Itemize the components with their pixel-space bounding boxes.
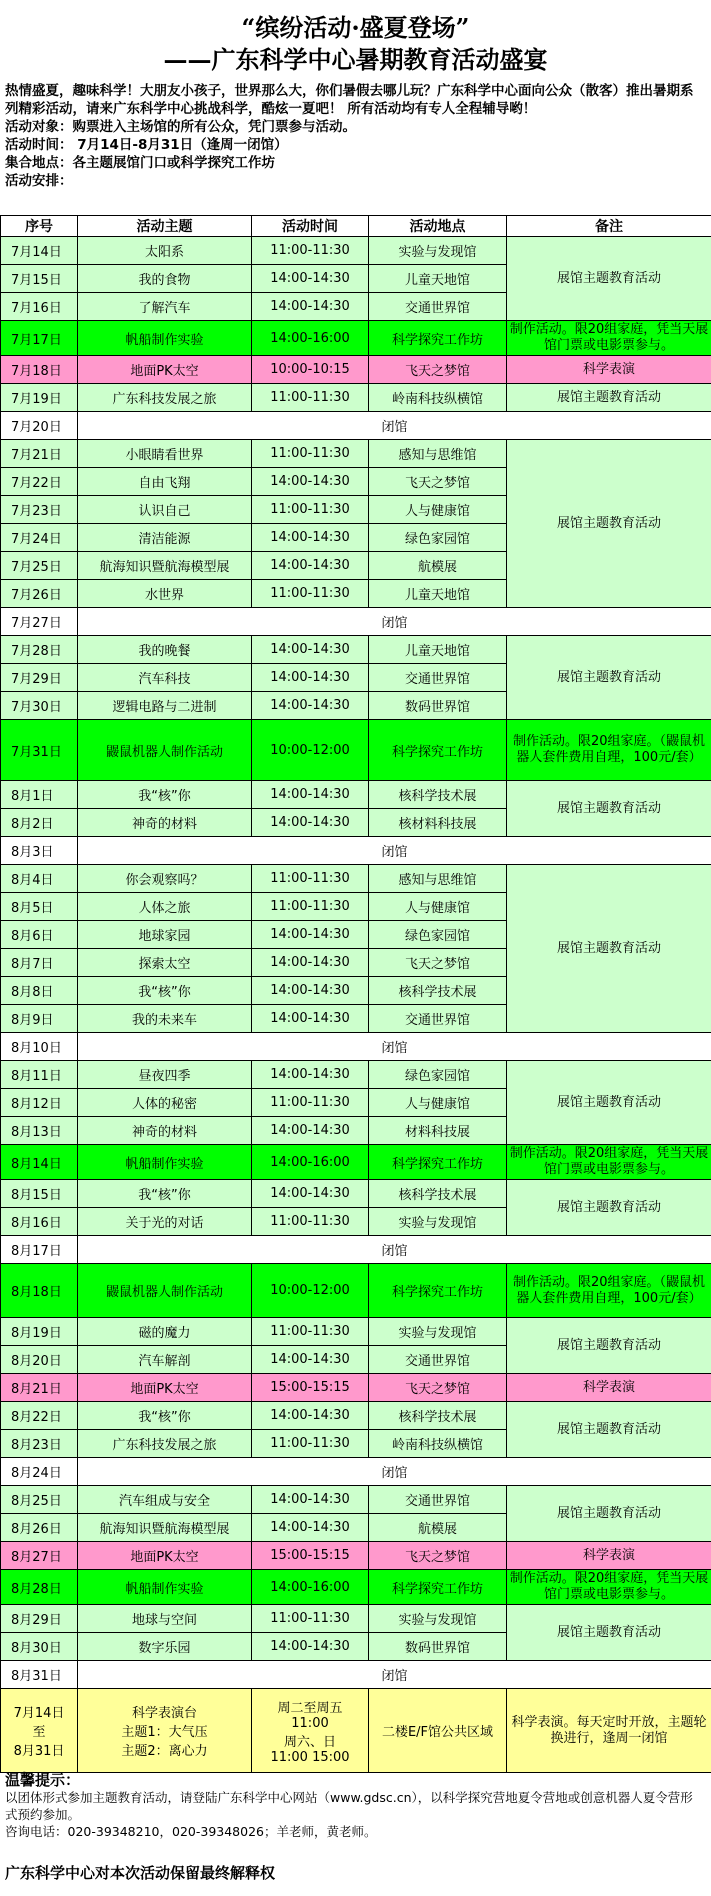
place-cell: 绿色家园馆 — [369, 524, 507, 552]
date-cell: 8月3日 — [1, 837, 78, 865]
date-cell: 7月19日 — [1, 384, 78, 412]
table-header-row — [1, 216, 711, 237]
theme-cell: 磁的魔力 — [78, 1318, 252, 1346]
note-cell: 制作活动。限20组家庭，凭当天展馆门票或电影票参与。 — [507, 1145, 711, 1180]
final-date-cell-line-1: 7月14日 — [13, 1706, 65, 1721]
table-row — [1, 1458, 711, 1486]
table-row — [1, 1374, 711, 1402]
theme-cell: 我“核”你 — [78, 781, 252, 809]
time-cell: 14:00-14:30 — [252, 664, 369, 692]
table-row — [1, 1033, 711, 1061]
place-cell: 核科学技术展 — [369, 1402, 507, 1430]
note-cell: 展馆主题教育活动 — [507, 1605, 711, 1661]
intro-section — [5, 82, 705, 190]
place-cell: 岭南科技纵横馆 — [369, 1430, 507, 1458]
date-cell: 8月15日 — [1, 1180, 78, 1208]
place-cell: 儿童天地馆 — [369, 265, 507, 293]
note-cell: 展馆主题教育活动 — [507, 1486, 711, 1542]
intro-time-line: 活动时间： 7月14日-8月31日（逢周一闭馆） — [5, 137, 288, 153]
place-cell: 核科学技术展 — [369, 1180, 507, 1208]
tips-line-2: 咨询电话：020-39348210，020-39348026；羊老师，黄老师。 — [5, 1824, 377, 1839]
place-cell: 科学探究工作坊 — [369, 720, 507, 781]
place-cell: 人与健康馆 — [369, 496, 507, 524]
date-cell: 8月23日 — [1, 1430, 78, 1458]
date-cell: 7月29日 — [1, 664, 78, 692]
time-cell: 14:00-14:30 — [252, 1180, 369, 1208]
theme-cell: 地面PK太空 — [78, 356, 252, 384]
theme-cell: 地球家园 — [78, 921, 252, 949]
intro-arrange-line: 活动安排： — [5, 173, 73, 189]
place-cell: 飞天之梦馆 — [369, 1374, 507, 1402]
date-cell: 8月17日 — [1, 1236, 78, 1264]
note-cell: 制作活动。限20组家庭，凭当天展馆门票或电影票参与。 — [507, 321, 711, 356]
time-cell: 14:00-14:30 — [252, 265, 369, 293]
closed-cell: 闭馆 — [78, 1458, 711, 1486]
date-cell: 7月28日 — [1, 636, 78, 664]
time-cell: 14:00-14:30 — [252, 1005, 369, 1033]
theme-cell: 帆船制作实验 — [78, 1570, 252, 1605]
note-cell: 展馆主题教育活动 — [507, 384, 711, 412]
time-cell: 10:00-12:00 — [252, 1264, 369, 1318]
time-cell: 14:00-14:30 — [252, 921, 369, 949]
theme-cell: 探索太空 — [78, 949, 252, 977]
note-cell: 展馆主题教育活动 — [507, 1180, 711, 1236]
closed-cell: 闭馆 — [78, 412, 711, 440]
place-cell: 航模展 — [369, 552, 507, 580]
table-row — [1, 1236, 711, 1264]
date-cell: 8月22日 — [1, 1402, 78, 1430]
place-cell: 绿色家园馆 — [369, 921, 507, 949]
time-cell: 14:00-16:00 — [252, 1145, 369, 1180]
theme-cell: 自由飞翔 — [78, 468, 252, 496]
time-cell: 15:00-15:15 — [252, 1374, 369, 1402]
date-cell: 8月18日 — [1, 1264, 78, 1318]
date-cell: 8月16日 — [1, 1208, 78, 1236]
place-cell: 飞天之梦馆 — [369, 356, 507, 384]
final-date-cell — [1, 1689, 78, 1773]
date-cell: 8月19日 — [1, 1318, 78, 1346]
theme-cell: 地球与空间 — [78, 1605, 252, 1633]
date-cell: 7月22日 — [1, 468, 78, 496]
table-row — [1, 1661, 711, 1689]
time-cell: 11:00-11:30 — [252, 384, 369, 412]
place-cell: 感知与思维馆 — [369, 440, 507, 468]
final-date-cell-line-2: 至 — [32, 1725, 46, 1740]
table-row — [1, 1486, 711, 1514]
final-place-cell: 二楼E/F馆公共区域 — [369, 1689, 507, 1773]
tips-section — [5, 1772, 705, 1840]
theme-cell: 地面PK太空 — [78, 1542, 252, 1570]
date-cell: 8月27日 — [1, 1542, 78, 1570]
place-cell: 交通世界馆 — [369, 1005, 507, 1033]
theme-cell: 鼹鼠机器人制作活动 — [78, 720, 252, 781]
table-row — [1, 384, 711, 412]
place-cell: 飞天之梦馆 — [369, 949, 507, 977]
table-row — [1, 608, 711, 636]
table-row — [1, 1570, 711, 1605]
final-date-cell-line-3: 8月31日 — [13, 1744, 65, 1759]
note-cell: 展馆主题教育活动 — [507, 1318, 711, 1374]
place-cell: 交通世界馆 — [369, 664, 507, 692]
theme-cell: 认识自己 — [78, 496, 252, 524]
date-cell: 7月16日 — [1, 293, 78, 321]
note-cell: 展馆主题教育活动 — [507, 440, 711, 608]
date-cell: 8月14日 — [1, 1145, 78, 1180]
date-cell: 7月26日 — [1, 580, 78, 608]
note-cell: 展馆主题教育活动 — [507, 865, 711, 1033]
place-cell: 核科学技术展 — [369, 977, 507, 1005]
time-cell: 14:00-14:30 — [252, 692, 369, 720]
time-cell: 14:00-14:30 — [252, 293, 369, 321]
closed-cell: 闭馆 — [78, 1661, 711, 1689]
final-time-cell-line-2: 11:00 — [291, 1715, 329, 1731]
date-cell: 7月27日 — [1, 608, 78, 636]
date-cell: 8月4日 — [1, 865, 78, 893]
date-cell: 7月17日 — [1, 321, 78, 356]
time-cell: 14:00-14:30 — [252, 1117, 369, 1145]
table-row — [1, 1180, 711, 1208]
theme-cell: 帆船制作实验 — [78, 321, 252, 356]
time-cell: 10:00-12:00 — [252, 720, 369, 781]
theme-cell: 清洁能源 — [78, 524, 252, 552]
date-cell: 8月31日 — [1, 1661, 78, 1689]
table-row — [1, 720, 711, 781]
time-cell: 11:00-11:30 — [252, 1605, 369, 1633]
place-cell: 儿童天地馆 — [369, 580, 507, 608]
date-cell: 8月21日 — [1, 1374, 78, 1402]
place-cell: 交通世界馆 — [369, 1486, 507, 1514]
date-cell: 8月5日 — [1, 893, 78, 921]
theme-cell: 汽车解剖 — [78, 1346, 252, 1374]
intro-place-line: 集合地点：各主题展馆门口或科学探究工作坊 — [5, 155, 275, 171]
time-cell: 11:00-11:30 — [252, 440, 369, 468]
theme-cell: 航海知识暨航海模型展 — [78, 1514, 252, 1542]
time-cell: 11:00-11:30 — [252, 865, 369, 893]
time-cell: 11:00-11:30 — [252, 1208, 369, 1236]
time-cell: 11:00-11:30 — [252, 580, 369, 608]
theme-cell: 神奇的材料 — [78, 809, 252, 837]
final-time-cell — [252, 1689, 369, 1773]
time-cell: 14:00-14:30 — [252, 1346, 369, 1374]
theme-cell: 小眼睛看世界 — [78, 440, 252, 468]
date-cell: 8月1日 — [1, 781, 78, 809]
date-cell: 8月26日 — [1, 1514, 78, 1542]
theme-cell: 人体之旅 — [78, 893, 252, 921]
rights-statement: 广东科学中心对本次活动保留最终解释权 — [5, 1864, 276, 1882]
theme-cell: 我的食物 — [78, 265, 252, 293]
time-cell: 14:00-14:30 — [252, 636, 369, 664]
time-cell: 11:00-11:30 — [252, 1089, 369, 1117]
theme-cell: 广东科技发展之旅 — [78, 1430, 252, 1458]
place-cell: 儿童天地馆 — [369, 636, 507, 664]
tips-line-1: 以团体形式参加主题教育活动，请登陆广东科学中心网站（www.gdsc.cn），以科学探究营地夏令营地或创意机器人夏令营形式预约参加。 — [5, 1790, 693, 1822]
final-theme-cell — [78, 1689, 252, 1773]
table-row — [1, 237, 711, 265]
closed-cell: 闭馆 — [78, 837, 711, 865]
time-cell: 10:00-10:15 — [252, 356, 369, 384]
header-cell-index: 序号 — [1, 216, 78, 237]
final-time-cell-line-3: 周六、日 — [283, 1734, 336, 1750]
theme-cell: 神奇的材料 — [78, 1117, 252, 1145]
date-cell: 8月8日 — [1, 977, 78, 1005]
note-cell: 科学表演 — [507, 1374, 711, 1402]
place-cell: 核材料科技展 — [369, 809, 507, 837]
theme-cell: 我的晚餐 — [78, 636, 252, 664]
date-cell: 8月24日 — [1, 1458, 78, 1486]
theme-cell: 我“核”你 — [78, 1402, 252, 1430]
date-cell: 8月30日 — [1, 1633, 78, 1661]
final-time-cell-line-4: 11:00 15:00 — [270, 1749, 350, 1765]
date-cell: 7月21日 — [1, 440, 78, 468]
table-row — [1, 1145, 711, 1180]
time-cell: 14:00-14:30 — [252, 809, 369, 837]
place-cell: 实验与发现馆 — [369, 237, 507, 265]
place-cell: 感知与思维馆 — [369, 865, 507, 893]
theme-cell: 帆船制作实验 — [78, 1145, 252, 1180]
time-cell: 11:00-11:30 — [252, 1430, 369, 1458]
date-cell: 8月9日 — [1, 1005, 78, 1033]
date-cell: 8月25日 — [1, 1486, 78, 1514]
date-cell: 7月20日 — [1, 412, 78, 440]
table-row — [1, 1318, 711, 1346]
place-cell: 人与健康馆 — [369, 893, 507, 921]
intro-object-line: 活动对象：购票进入主场馆的所有公众，凭门票参与活动。 — [5, 119, 356, 135]
time-cell: 14:00-16:00 — [252, 1570, 369, 1605]
header-cell-time: 活动时间 — [252, 216, 369, 237]
time-cell: 15:00-15:15 — [252, 1542, 369, 1570]
note-cell: 制作活动。限20组家庭。（鼹鼠机器人套件费用自理，100元/套） — [507, 720, 711, 781]
date-cell: 8月11日 — [1, 1061, 78, 1089]
date-cell: 7月24日 — [1, 524, 78, 552]
time-cell: 14:00-14:30 — [252, 468, 369, 496]
theme-cell: 航海知识暨航海模型展 — [78, 552, 252, 580]
date-cell: 8月28日 — [1, 1570, 78, 1605]
table-row — [1, 356, 711, 384]
theme-cell: 广东科技发展之旅 — [78, 384, 252, 412]
date-cell: 7月14日 — [1, 237, 78, 265]
time-cell: 14:00-14:30 — [252, 1514, 369, 1542]
theme-cell: 水世界 — [78, 580, 252, 608]
table-row-final — [1, 1689, 711, 1773]
final-theme-cell-line-3: 主题2：离心力 — [121, 1744, 208, 1759]
theme-cell: 汽车科技 — [78, 664, 252, 692]
table-row — [1, 1402, 711, 1430]
date-cell: 8月10日 — [1, 1033, 78, 1061]
theme-cell: 汽车组成与安全 — [78, 1486, 252, 1514]
note-cell: 展馆主题教育活动 — [507, 1402, 711, 1458]
table-row — [1, 781, 711, 809]
time-cell: 11:00-11:30 — [252, 1318, 369, 1346]
date-cell: 7月30日 — [1, 692, 78, 720]
place-cell: 科学探究工作坊 — [369, 1264, 507, 1318]
note-cell: 展馆主题教育活动 — [507, 781, 711, 837]
page-subtitle: ——广东科学中心暑期教育活动盛宴 — [163, 45, 548, 74]
page-title: “缤纷活动·盛夏登场” — [241, 13, 470, 42]
closed-cell: 闭馆 — [78, 608, 711, 636]
time-cell: 14:00-14:30 — [252, 1061, 369, 1089]
note-cell: 科学表演 — [507, 356, 711, 384]
tips-title: 温馨提示： — [5, 1771, 81, 1789]
table-row — [1, 321, 711, 356]
time-cell: 14:00-14:30 — [252, 1402, 369, 1430]
place-cell: 科学探究工作坊 — [369, 1570, 507, 1605]
note-cell: 展馆主题教育活动 — [507, 636, 711, 720]
place-cell: 飞天之梦馆 — [369, 1542, 507, 1570]
date-cell: 8月20日 — [1, 1346, 78, 1374]
table-row — [1, 1542, 711, 1570]
time-cell: 14:00-14:30 — [252, 949, 369, 977]
date-cell: 8月2日 — [1, 809, 78, 837]
theme-cell: 关于光的对话 — [78, 1208, 252, 1236]
theme-cell: 我“核”你 — [78, 977, 252, 1005]
theme-cell: 人体的秘密 — [78, 1089, 252, 1117]
place-cell: 交通世界馆 — [369, 293, 507, 321]
time-cell: 14:00-14:30 — [252, 1486, 369, 1514]
final-theme-cell-line-2: 主题1：大气压 — [121, 1725, 208, 1740]
table-row — [1, 1061, 711, 1089]
place-cell: 交通世界馆 — [369, 1346, 507, 1374]
time-cell: 14:00-14:30 — [252, 552, 369, 580]
intro-paragraph: 热情盛夏，趣味科学！大朋友小孩子，世界那么大，你们暑假去哪儿玩？广东科学中心面向公众（散客）推出暑期系列精彩活动，请来广东科学中心挑战科学，酷炫一夏吧！ 所有活动均有专人全程辅导哟！ — [5, 83, 694, 117]
place-cell: 核科学技术展 — [369, 781, 507, 809]
date-cell: 8月29日 — [1, 1605, 78, 1633]
theme-cell: 地面PK太空 — [78, 1374, 252, 1402]
table-row — [1, 865, 711, 893]
table-row — [1, 837, 711, 865]
time-cell: 14:00-14:30 — [252, 524, 369, 552]
date-cell: 7月18日 — [1, 356, 78, 384]
date-cell: 7月23日 — [1, 496, 78, 524]
date-cell: 8月13日 — [1, 1117, 78, 1145]
final-time-cell-line-1: 周二至周五 — [277, 1700, 343, 1716]
table-row — [1, 1264, 711, 1318]
closed-cell: 闭馆 — [78, 1236, 711, 1264]
theme-cell: 太阳系 — [78, 237, 252, 265]
date-cell: 8月6日 — [1, 921, 78, 949]
date-cell: 8月7日 — [1, 949, 78, 977]
theme-cell: 了解汽车 — [78, 293, 252, 321]
place-cell: 材料科技展 — [369, 1117, 507, 1145]
place-cell: 数码世界馆 — [369, 692, 507, 720]
time-cell: 11:00-11:30 — [252, 496, 369, 524]
date-cell: 8月12日 — [1, 1089, 78, 1117]
theme-cell: 数字乐园 — [78, 1633, 252, 1661]
place-cell: 科学探究工作坊 — [369, 1145, 507, 1180]
date-cell: 7月15日 — [1, 265, 78, 293]
final-note-cell: 科学表演。每天定时开放，主题轮换进行，逢周一闭馆 — [507, 1689, 711, 1773]
theme-cell: 昼夜四季 — [78, 1061, 252, 1089]
place-cell: 实验与发现馆 — [369, 1318, 507, 1346]
date-cell: 7月25日 — [1, 552, 78, 580]
place-cell: 飞天之梦馆 — [369, 468, 507, 496]
note-cell: 制作活动。限20组家庭。（鼹鼠机器人套件费用自理，100元/套） — [507, 1264, 711, 1318]
place-cell: 实验与发现馆 — [369, 1605, 507, 1633]
time-cell: 11:00-11:30 — [252, 237, 369, 265]
theme-cell: 我的未来车 — [78, 1005, 252, 1033]
table-row — [1, 412, 711, 440]
theme-cell: 鼹鼠机器人制作活动 — [78, 1264, 252, 1318]
note-cell: 制作活动。限20组家庭，凭当天展馆门票或电影票参与。 — [507, 1570, 711, 1605]
closed-cell: 闭馆 — [78, 1033, 711, 1061]
place-cell: 科学探究工作坊 — [369, 321, 507, 356]
time-cell: 14:00-16:00 — [252, 321, 369, 356]
time-cell: 11:00-11:30 — [252, 893, 369, 921]
note-cell: 展馆主题教育活动 — [507, 237, 711, 321]
date-cell: 7月31日 — [1, 720, 78, 781]
header-cell-note: 备注 — [507, 216, 711, 237]
theme-cell: 你会观察吗？ — [78, 865, 252, 893]
time-cell: 14:00-14:30 — [252, 1633, 369, 1661]
final-theme-cell-line-1: 科学表演台 — [131, 1706, 197, 1721]
theme-cell: 我“核”你 — [78, 1180, 252, 1208]
header-cell-place: 活动地点 — [369, 216, 507, 237]
note-cell: 科学表演 — [507, 1542, 711, 1570]
place-cell: 数码世界馆 — [369, 1633, 507, 1661]
place-cell: 绿色家园馆 — [369, 1061, 507, 1089]
place-cell: 人与健康馆 — [369, 1089, 507, 1117]
place-cell: 岭南科技纵横馆 — [369, 384, 507, 412]
place-cell: 实验与发现馆 — [369, 1208, 507, 1236]
table-row — [1, 1605, 711, 1633]
time-cell: 14:00-14:30 — [252, 781, 369, 809]
schedule-table — [0, 215, 711, 1773]
place-cell: 航模展 — [369, 1514, 507, 1542]
note-cell: 展馆主题教育活动 — [507, 1061, 711, 1145]
header-cell-theme: 活动主题 — [78, 216, 252, 237]
time-cell: 14:00-14:30 — [252, 977, 369, 1005]
table-row — [1, 440, 711, 468]
table-row — [1, 636, 711, 664]
theme-cell: 逻辑电路与二进制 — [78, 692, 252, 720]
